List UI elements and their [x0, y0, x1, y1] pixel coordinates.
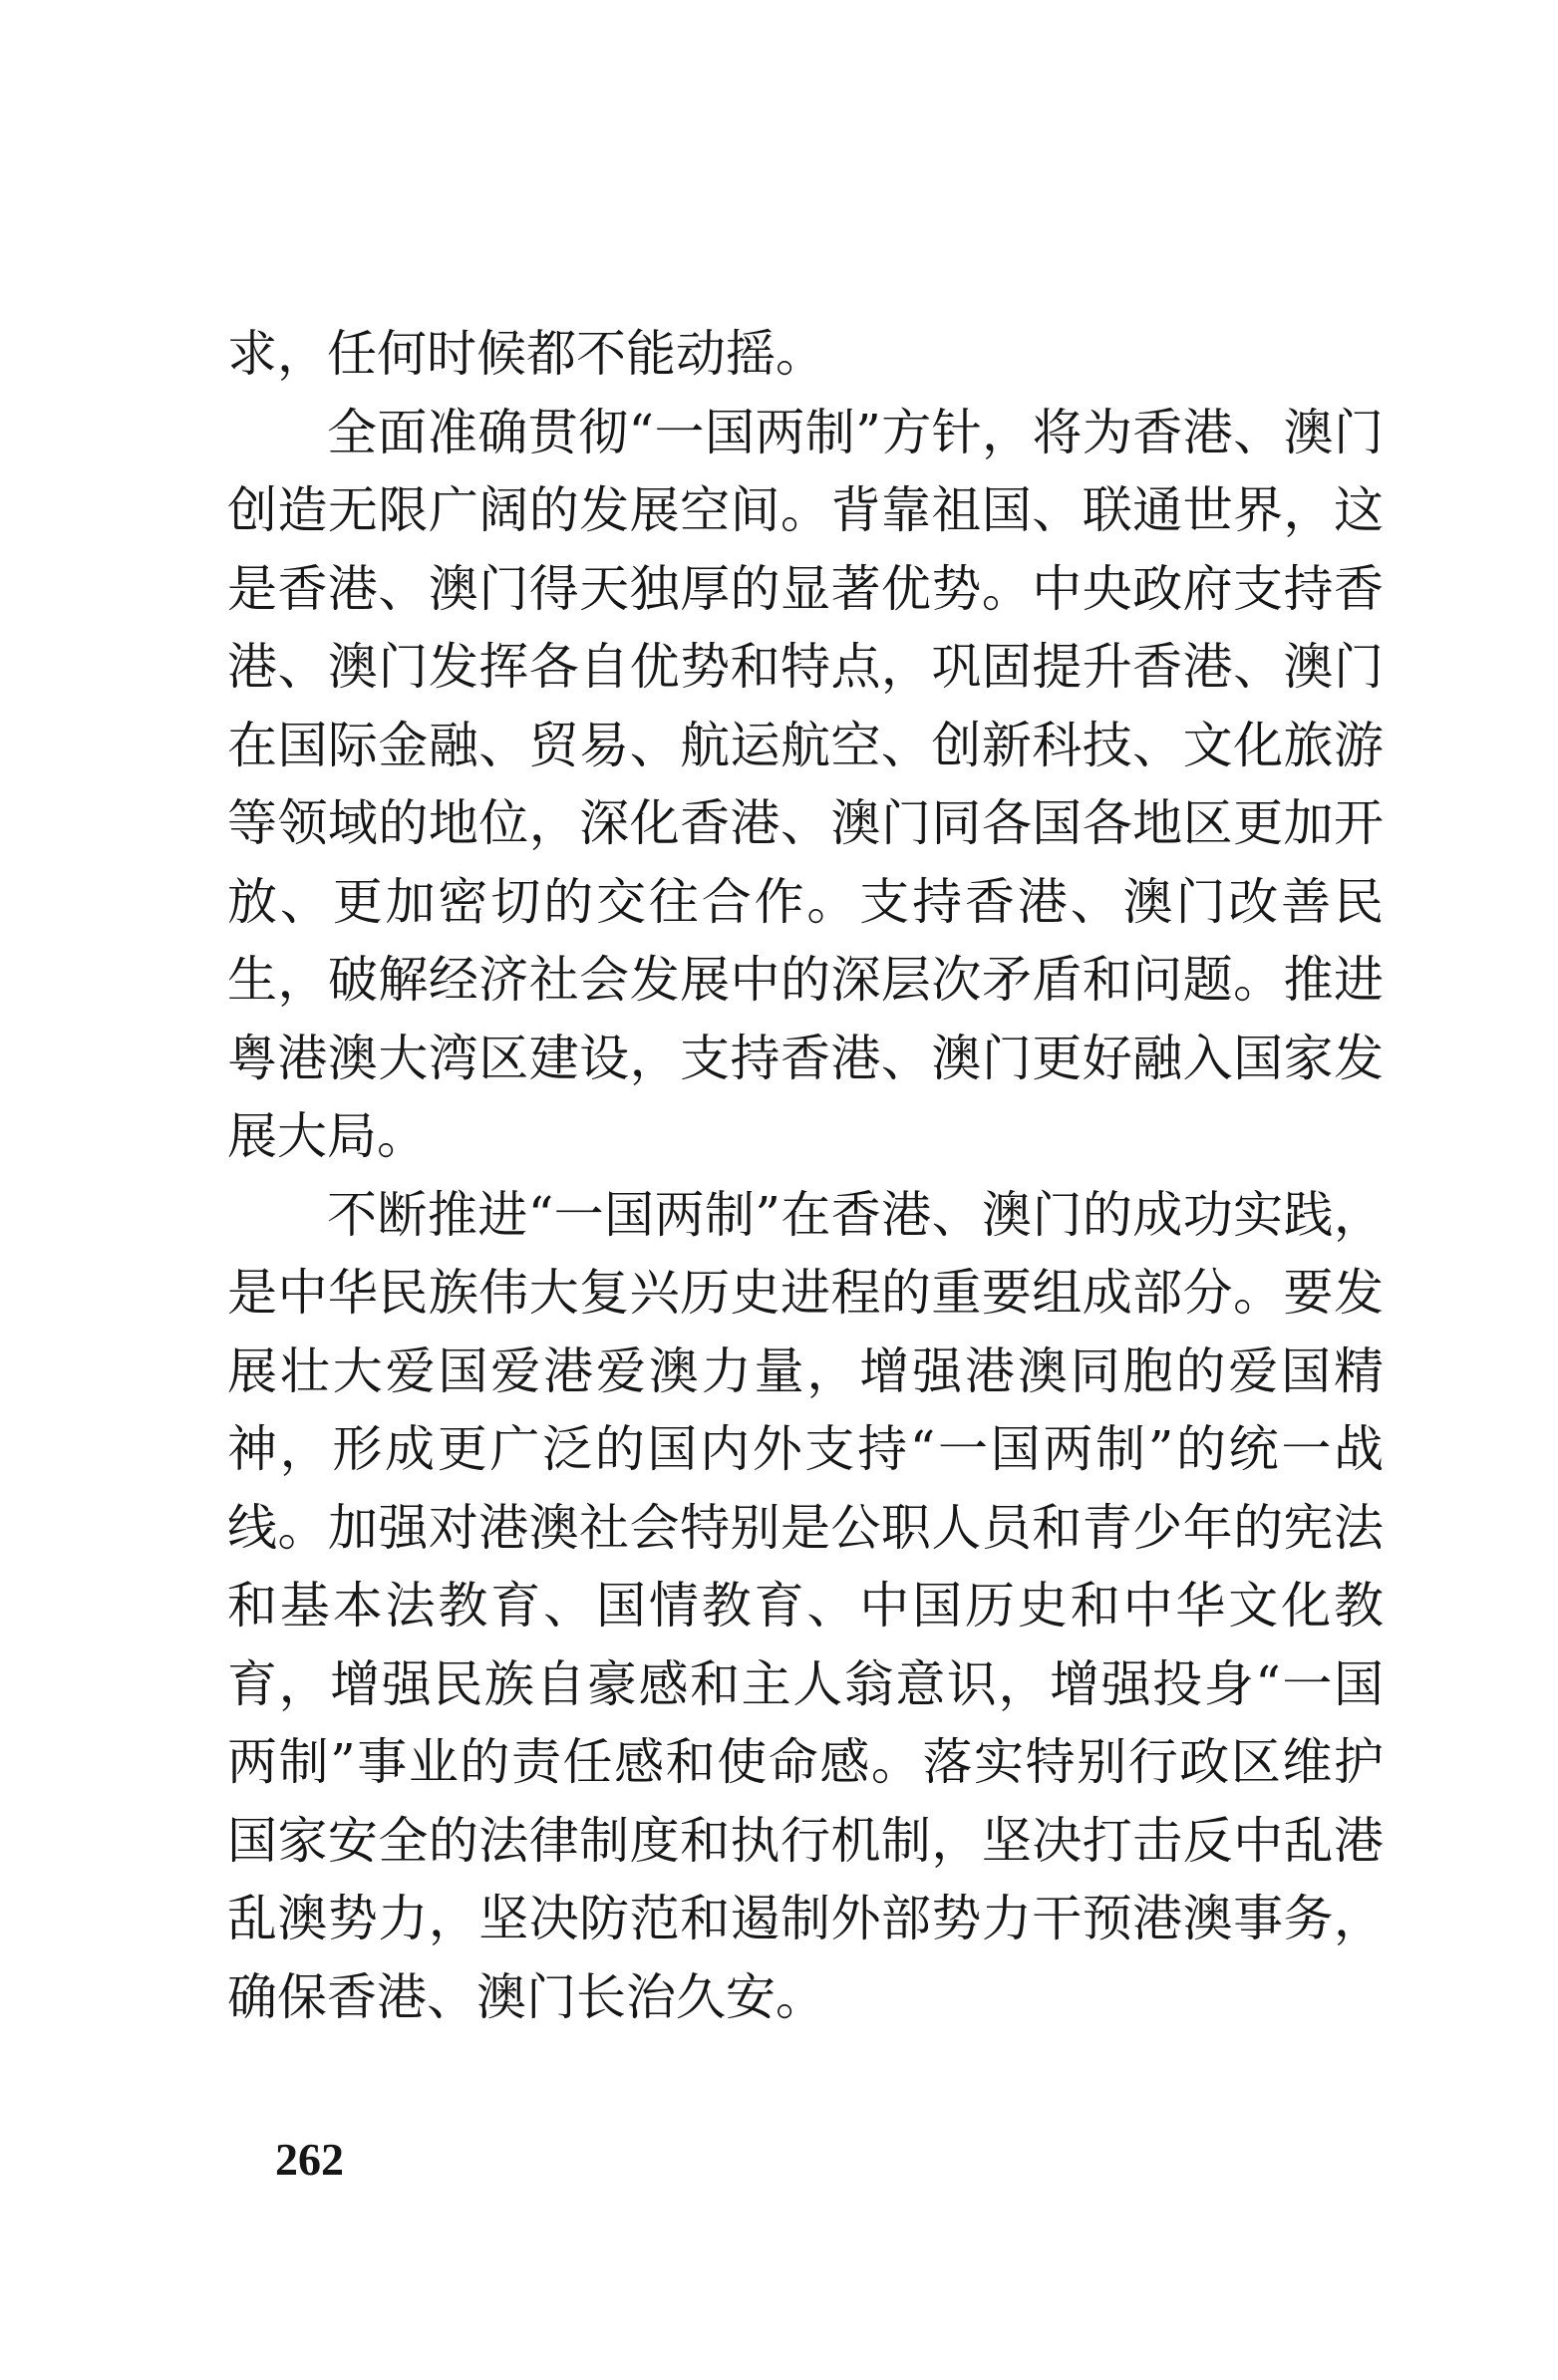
- paragraph-one-country-two-systems-development: 全面准确贯彻“一国两制”方针，将为香港、澳门创造无限广阔的发展空间。背靠祖国、联通世界，这是香港、澳门得天独厚的显著优势。中央政府支持香港、澳门发挥各自优势和特点，巩固提升香港、澳门在国际金融、贸易、航运航空、创新科技、文化旅游等领域的地位，深化香港、澳门同各国各地区更加开放、更加密切的交往合作。支持香港、澳门改善民生，破解经济社会发展中的深层次矛盾和问题。推进粤港澳大湾区建设，支持香港、澳门更好融入国家发展大局。: [227, 403, 1384, 1165]
- body-text: [227, 315, 1384, 2036]
- paragraph-successful-practice: 不断推进“一国两制”在香港、澳门的成功实践，是中华民族伟大复兴历史进程的重要组成部分。要发展壮大爱国爱港爱澳力量，增强港澳同胞的爱国精神，形成更广泛的国内外支持“一国两制”的统一战线。加强对港澳社会特别是公职人员和青少年的宪法和基本法教育、国情教育、中国历史和中华文化教育，增强民族自豪感和主人翁意识，增强投身“一国两制”事业的责任感和使命感。落实特别行政区维护国家安全的法律制度和执行机制，坚决打击反中乱港乱澳势力，坚决防范和遏制外部势力干预港澳事务，确保香港、澳门长治久安。: [227, 1185, 1384, 2026]
- paragraph-continuation: 求，任何时候都不能动摇。: [227, 325, 825, 383]
- page-number: 262: [275, 2134, 344, 2185]
